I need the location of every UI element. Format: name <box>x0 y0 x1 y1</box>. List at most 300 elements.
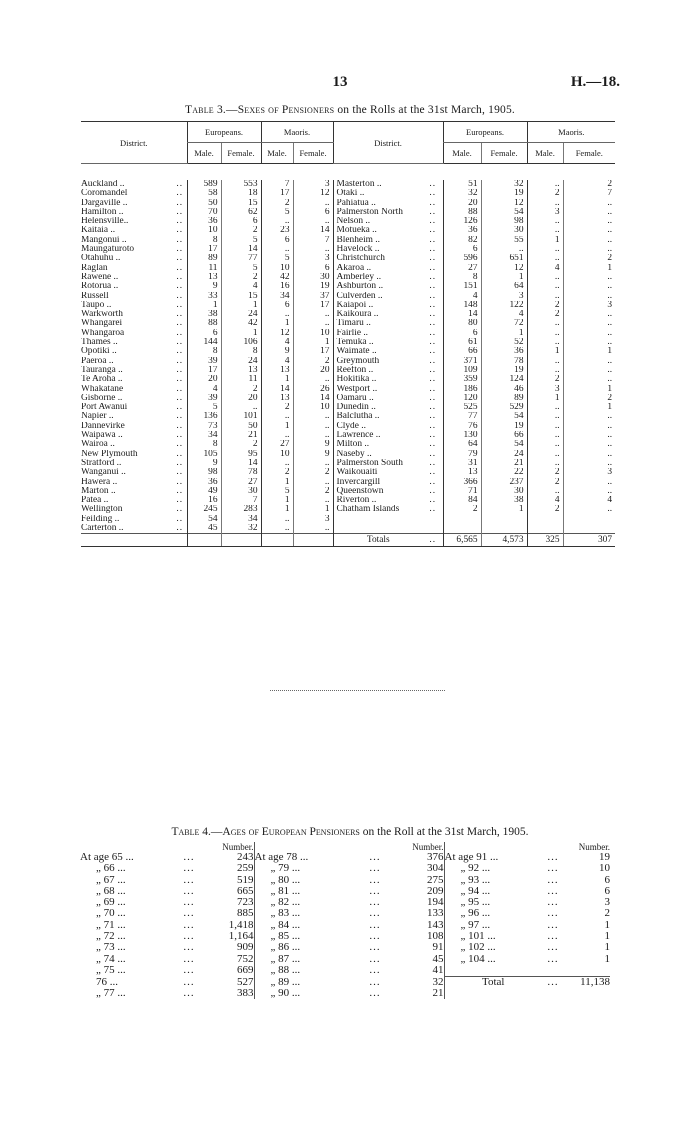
maoris-female: .. <box>293 319 333 328</box>
age-label <box>444 965 542 976</box>
leader-dots: .. <box>429 393 437 403</box>
table-row <box>81 273 615 282</box>
maoris-header-right: Maoris. <box>527 122 615 143</box>
maoris-male: .. <box>527 450 563 459</box>
leader-dots: ... <box>183 953 195 965</box>
leader-dots: .. <box>176 319 184 329</box>
age-label: „ 77 ... <box>96 988 126 1000</box>
pensioner-count: 3 <box>604 897 610 909</box>
leader-dots: .. <box>176 496 184 506</box>
district-name: Raglan <box>81 263 108 273</box>
district-name: Hamilton .. <box>81 207 124 217</box>
district-name: Dunedin .. <box>333 403 423 412</box>
leader-dots: .. <box>429 207 437 217</box>
leader-dots: ... <box>369 931 381 943</box>
maoris-male: 34 <box>261 292 293 301</box>
table-row <box>81 301 615 310</box>
leader-dots: .. <box>429 412 437 422</box>
europeans-female: 34 <box>221 515 261 524</box>
leader-dots: .. <box>429 375 437 385</box>
age-label: „ 88 ... <box>270 964 301 976</box>
maoris-male: .. <box>261 245 293 254</box>
maoris-female: 10 <box>293 403 333 412</box>
maoris-female: .. <box>563 357 615 366</box>
maoris-male: 9 <box>261 347 293 356</box>
age-label: „ 80 ... <box>270 874 301 886</box>
empty-cell <box>443 524 481 534</box>
europeans-male: 66 <box>443 347 481 356</box>
europeans-female: 55 <box>481 236 527 245</box>
europeans-male: 14 <box>443 310 481 319</box>
europeans-male: 32 <box>443 189 481 198</box>
table-row <box>80 863 610 874</box>
europeans-female: 20 <box>221 394 261 403</box>
europeans-male: 89 <box>187 254 221 263</box>
europeans-male: 525 <box>443 403 481 412</box>
maoris-male: 7 <box>261 180 293 189</box>
maoris-female: 3 <box>293 180 333 189</box>
leader-dots: ... <box>183 988 195 1000</box>
pensioner-count: 41 <box>400 965 444 976</box>
leader-dots: .. <box>176 235 184 245</box>
maoris-male: .. <box>261 515 293 524</box>
age-label: At age 65 ... <box>80 852 134 863</box>
maoris-male: 4 <box>261 357 293 366</box>
pensioner-count: 383 <box>206 988 254 999</box>
leader-dots: .. <box>176 384 184 394</box>
europeans-female: 14 <box>221 245 261 254</box>
age-label: „ 96 ... <box>460 908 491 920</box>
leader-dots: .. <box>176 486 184 496</box>
maoris-female: .. <box>563 236 615 245</box>
pensioner-count: 243 <box>206 852 254 863</box>
female-header: Female. <box>221 143 261 164</box>
empty-cell <box>423 515 443 524</box>
district-name: Dargaville .. <box>81 198 128 208</box>
age-label: „ 94 ... <box>460 885 491 897</box>
europeans-female: 21 <box>481 459 527 468</box>
table-row <box>81 431 615 440</box>
leader-dots: .. <box>176 189 184 199</box>
europeans-female: 14 <box>221 459 261 468</box>
europeans-female: 18 <box>221 189 261 198</box>
leader-dots: .. <box>429 282 437 292</box>
europeans-male: 120 <box>443 394 481 403</box>
district-name: Thames .. <box>81 338 118 348</box>
table-row <box>81 347 615 356</box>
maoris-male: .. <box>527 226 563 235</box>
age-label: „ 97 ... <box>460 919 491 931</box>
maoris-male: 6 <box>261 236 293 245</box>
female-header: Female. <box>481 143 527 164</box>
europeans-male: 33 <box>187 292 221 301</box>
age-label: „ 95 ... <box>460 897 491 909</box>
europeans-female: 1 <box>481 329 527 338</box>
table4-title-caps: Ages of European Pensioners <box>222 826 360 838</box>
maoris-female: 7 <box>293 236 333 245</box>
table-row <box>80 954 610 965</box>
maoris-female: .. <box>293 478 333 487</box>
leader-dots: .. <box>176 198 184 208</box>
table-row <box>81 357 615 366</box>
district-name: Dannevirke <box>81 421 125 431</box>
page-number: 13 <box>332 74 348 90</box>
europeans-male: 61 <box>443 338 481 347</box>
leader-dots: .. <box>429 217 437 227</box>
europeans-female: 1 <box>481 273 527 282</box>
table-row <box>81 505 615 514</box>
maoris-female: 3 <box>563 301 615 310</box>
age-label: „ 74 ... <box>96 953 126 965</box>
leader-dots: .. <box>429 226 437 236</box>
europeans-male: 84 <box>443 496 481 505</box>
leader-dots: .. <box>429 328 437 338</box>
table-row <box>81 366 615 375</box>
district-name: Paeroa .. <box>81 356 114 366</box>
europeans-female: 30 <box>481 487 527 496</box>
leader-dots <box>542 965 564 976</box>
pensioner-count: 133 <box>400 908 444 919</box>
leader-dots: .. <box>176 254 184 264</box>
maoris-male: 1 <box>261 496 293 505</box>
europeans-female: 21 <box>221 431 261 440</box>
leader-dots: ... <box>547 874 559 886</box>
europeans-female: 101 <box>221 412 261 421</box>
pensioner-count: 1,164 <box>206 931 254 942</box>
pensioner-count: 143 <box>400 920 444 931</box>
district-name: Palmerston North <box>333 208 423 217</box>
maoris-male: .. <box>527 245 563 254</box>
leader-dots: .. <box>429 356 437 366</box>
europeans-female: 3 <box>481 292 527 301</box>
leader-dots: ... <box>547 919 559 931</box>
leader-dots: ... <box>183 908 195 920</box>
pensioner-count: 665 <box>206 886 254 897</box>
leader-dots: .. <box>176 403 184 413</box>
maoris-male: .. <box>527 431 563 440</box>
age-label: „ 84 ... <box>270 919 301 931</box>
district-name: Mangonui .. <box>81 235 127 245</box>
leader-dots: ... <box>547 942 559 954</box>
maoris-male: 3 <box>527 208 563 217</box>
europeans-female: 30 <box>481 226 527 235</box>
district-name: Pahiatua .. <box>333 199 423 208</box>
europeans-male: 144 <box>187 338 221 347</box>
maoris-female: .. <box>563 282 615 291</box>
maoris-male: 27 <box>261 440 293 449</box>
leader-dots: .. <box>176 207 184 217</box>
leader-dots: ... <box>183 942 195 954</box>
leader-dots: ... <box>369 885 381 897</box>
europeans-female: 50 <box>221 422 261 431</box>
table-row <box>81 310 615 319</box>
maoris-male: .. <box>261 310 293 319</box>
district-name: Havelock .. <box>333 245 423 254</box>
leader-dots: ... <box>183 874 195 886</box>
age-label: „ 93 ... <box>460 874 491 886</box>
maoris-male: 2 <box>527 505 563 514</box>
age-label: At age 91 ... <box>444 852 499 863</box>
empty-cell <box>81 534 173 546</box>
empty-cell <box>221 534 261 546</box>
district-name: Whangaroa <box>81 328 125 338</box>
leader-dots: ... <box>547 852 559 863</box>
empty-cell <box>293 534 333 546</box>
leader-dots: .. <box>176 393 184 403</box>
europeans-male: 8 <box>187 440 221 449</box>
district-name: Queenstown <box>333 487 423 496</box>
empty-cell <box>481 515 527 524</box>
maoris-female: 1 <box>563 385 615 394</box>
district-name: Nelson .. <box>333 217 423 226</box>
table-row <box>81 329 615 338</box>
leader-dots: .. <box>429 431 437 441</box>
leader-dots <box>542 988 564 999</box>
maoris-female: .. <box>563 459 615 468</box>
table-row <box>80 942 610 953</box>
europeans-female: 89 <box>481 394 527 403</box>
europeans-female: 66 <box>481 431 527 440</box>
table-row <box>81 468 615 477</box>
europeans-male: 8 <box>187 347 221 356</box>
europeans-female: 54 <box>481 208 527 217</box>
district-name: Wanganui .. <box>81 468 126 478</box>
leader-dots: .. <box>429 347 437 357</box>
district-name: Napier .. <box>81 412 114 422</box>
district-name: Stratford .. <box>81 458 122 468</box>
pensioner-count: 1 <box>604 942 610 954</box>
pensioner-count <box>564 988 610 999</box>
europeans-female: 5 <box>221 236 261 245</box>
table-row <box>80 897 610 908</box>
europeans-male: 34 <box>187 431 221 440</box>
leader-dots: .. <box>429 180 437 189</box>
empty-cell <box>481 524 527 534</box>
leader-dots: ... <box>369 908 381 920</box>
maoris-female: .. <box>563 440 615 449</box>
europeans-male: 76 <box>443 422 481 431</box>
europeans-male: 8 <box>443 273 481 282</box>
maoris-female: .. <box>563 208 615 217</box>
europeans-female: 32 <box>481 180 527 189</box>
maoris-male: .. <box>527 254 563 263</box>
europeans-female: 553 <box>221 180 261 189</box>
maoris-female: .. <box>563 226 615 235</box>
maoris-female: .. <box>563 217 615 226</box>
maoris-female: .. <box>563 319 615 328</box>
europeans-female: 237 <box>481 478 527 487</box>
leader-dots: .. <box>429 263 437 273</box>
maoris-female: .. <box>563 310 615 319</box>
age-label: „ 79 ... <box>270 863 301 875</box>
district-name: Warkworth <box>81 310 123 320</box>
maoris-female: 1 <box>563 264 615 273</box>
table-row <box>81 459 615 468</box>
age-label: „ 90 ... <box>270 988 301 1000</box>
europeans-female: 15 <box>221 292 261 301</box>
europeans-female: 38 <box>481 496 527 505</box>
table-row <box>81 189 615 198</box>
maoris-female: 7 <box>563 189 615 198</box>
total-count: 11,138 <box>564 976 610 988</box>
maoris-male: 1 <box>261 478 293 487</box>
table-row <box>80 976 610 988</box>
district-name: Wellington <box>81 505 123 515</box>
leader-dots: ... <box>183 863 195 875</box>
europeans-male: 10 <box>187 226 221 235</box>
leader-dots: ... <box>183 852 195 863</box>
maoris-male: .. <box>527 273 563 282</box>
pensioner-count: 1 <box>604 953 610 965</box>
europeans-female: .. <box>221 403 261 412</box>
age-label: „ 70 ... <box>96 908 126 920</box>
number-header: Number. <box>578 842 610 852</box>
leader-dots: ... <box>542 976 564 988</box>
europeans-female: 72 <box>481 319 527 328</box>
maoris-female: .. <box>293 496 333 505</box>
maoris-female: .. <box>563 487 615 496</box>
maoris-male: .. <box>527 366 563 375</box>
leader-dots: .. <box>429 458 437 468</box>
male-header: Male. <box>527 143 563 164</box>
pensioner-count: 669 <box>206 965 254 976</box>
maoris-female: 12 <box>293 189 333 198</box>
europeans-female: 54 <box>481 412 527 421</box>
maoris-female: 10 <box>293 329 333 338</box>
pensioner-count: 527 <box>206 976 254 988</box>
pensioner-count: 194 <box>400 897 444 908</box>
leader-dots: ... <box>183 976 195 988</box>
leader-dots: .. <box>429 254 437 264</box>
table4-title-prefix: Table 4.— <box>171 826 223 838</box>
leader-dots: .. <box>176 505 184 515</box>
maoris-male: .. <box>261 217 293 226</box>
leader-dots: .. <box>176 300 184 310</box>
europeans-male: 359 <box>443 375 481 384</box>
europeans-female: 8 <box>221 347 261 356</box>
maoris-female: 2 <box>293 468 333 477</box>
europeans-female: 19 <box>481 189 527 198</box>
pensioner-count: 1 <box>604 931 610 943</box>
table-row <box>80 965 610 976</box>
leader-dots: .. <box>429 235 437 245</box>
table-row <box>80 908 610 919</box>
europeans-female: 13 <box>221 366 261 375</box>
maoris-male: .. <box>527 412 563 421</box>
pensioner-count: 2 <box>604 908 610 920</box>
table-row <box>81 292 615 301</box>
europeans-female: 52 <box>481 338 527 347</box>
maoris-female: 9 <box>293 440 333 449</box>
maoris-male: 2 <box>527 375 563 384</box>
europeans-female: 78 <box>481 357 527 366</box>
empty-cell <box>527 524 563 534</box>
europeans-female: 46 <box>481 385 527 394</box>
maoris-female: .. <box>563 450 615 459</box>
europeans-male: 64 <box>443 440 481 449</box>
maoris-male: 2 <box>261 403 293 412</box>
europeans-male: 6 <box>187 329 221 338</box>
pensioner-count: 91 <box>400 942 444 953</box>
maoris-female: .. <box>563 245 615 254</box>
leader-dots: .. <box>176 310 184 320</box>
table-row <box>81 217 615 226</box>
pensioner-count: 752 <box>206 954 254 965</box>
pensioner-count: 19 <box>599 852 610 863</box>
total-maoris-male: 325 <box>527 534 563 546</box>
europeans-male: 16 <box>187 496 221 505</box>
table-row <box>81 478 615 487</box>
district-name: Palmerston South <box>333 459 423 468</box>
total-maoris-female: 307 <box>563 534 615 546</box>
maoris-female: 30 <box>293 273 333 282</box>
maoris-female: .. <box>293 422 333 431</box>
maoris-male: .. <box>527 440 563 449</box>
table-row <box>81 440 615 449</box>
maoris-female: 19 <box>293 282 333 291</box>
maoris-female: .. <box>563 422 615 431</box>
maoris-female: 17 <box>293 301 333 310</box>
table-row <box>81 496 615 505</box>
europeans-male: 596 <box>443 254 481 263</box>
empty-cell <box>333 515 423 524</box>
district-name: Akaroa .. <box>333 264 423 273</box>
europeans-female: 122 <box>481 301 527 310</box>
europeans-female: 32 <box>221 524 261 534</box>
table-row <box>81 524 615 534</box>
district-name: Coromandel <box>81 189 128 199</box>
table-row <box>81 375 615 384</box>
pensioner-count: 1 <box>604 919 610 931</box>
europeans-male: 71 <box>443 487 481 496</box>
maoris-male: 23 <box>261 226 293 235</box>
table-row <box>81 422 615 431</box>
district-name: Milton .. <box>333 440 423 449</box>
pensioner-count: 209 <box>400 886 444 897</box>
maoris-female: .. <box>563 338 615 347</box>
europeans-male: 5 <box>187 403 221 412</box>
maoris-female: 2 <box>563 180 615 189</box>
europeans-female: 106 <box>221 338 261 347</box>
europeans-male: 151 <box>443 282 481 291</box>
leader-dots: .. <box>429 319 437 329</box>
pensioner-count: 45 <box>400 954 444 965</box>
district-name: Wairoa .. <box>81 440 115 450</box>
table4-ages-of-pensioners <box>80 842 610 999</box>
maoris-header-left: Maoris. <box>261 122 333 143</box>
district-name: Riverton .. <box>333 496 423 505</box>
district-name: Kaiapoi .. <box>333 301 423 310</box>
district-name: Kaitaia .. <box>81 226 116 236</box>
leader-dots: ... <box>547 931 559 943</box>
maoris-male: .. <box>527 459 563 468</box>
leader-dots: .. <box>176 263 184 273</box>
maoris-male: 1 <box>261 422 293 431</box>
maoris-male: 12 <box>261 329 293 338</box>
europeans-female: 95 <box>221 450 261 459</box>
leader-dots: .. <box>176 282 184 292</box>
pensioner-count: 1,418 <box>206 920 254 931</box>
europeans-female: 78 <box>221 468 261 477</box>
pensioner-count: 259 <box>206 863 254 874</box>
empty-cell <box>173 534 187 546</box>
maoris-male: 42 <box>261 273 293 282</box>
maoris-female: 6 <box>293 264 333 273</box>
europeans-female: 98 <box>481 217 527 226</box>
male-header: Male. <box>443 143 481 164</box>
age-label: „ 101 ... <box>460 931 496 943</box>
district-name: Tauranga .. <box>81 365 123 375</box>
